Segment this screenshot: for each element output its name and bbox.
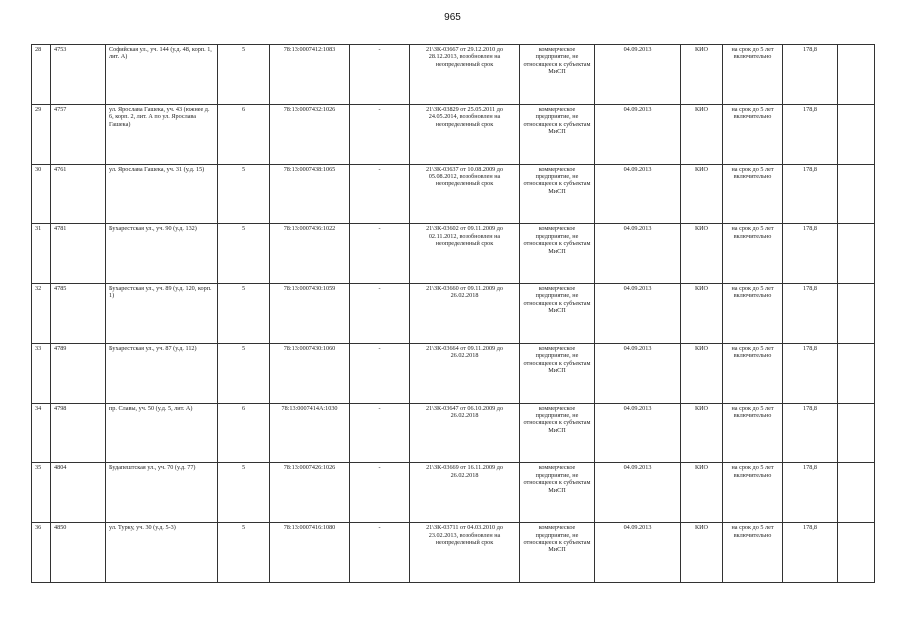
object-count: 5 (218, 164, 270, 224)
term: на срок до 5 лет включительно (723, 224, 783, 284)
tenant-type: коммерческое предприятие, не относящееся к субъектам МиСП (520, 343, 595, 403)
tenant-type: коммерческое предприятие, не относящееся к субъектам МиСП (520, 463, 595, 523)
contract-info: 21\ЗК-03667 от 29.12.2010 до 28.12.2013, возобновлен на неопределенный срок (410, 45, 520, 105)
contract-info: 21\ЗК-03647 от 06.10.2009 до 26.02.2018 (410, 403, 520, 463)
object-id: 4785 (51, 284, 106, 344)
term: на срок до 5 лет включительно (723, 523, 783, 583)
address: ул. Турку, уч. 30 (у.д. 5-3) (106, 523, 218, 583)
blank-cell (838, 523, 875, 583)
rate: 178,8 (783, 343, 838, 403)
object-count: 5 (218, 224, 270, 284)
blank-cell (838, 224, 875, 284)
rate: 178,8 (783, 403, 838, 463)
contract-info: 21\ЗК-03660 от 09.11.2009 до 26.02.2018 (410, 284, 520, 344)
cadastral-number: 78:13:0007430:1059 (270, 284, 350, 344)
registry-table (31, 44, 875, 583)
address: Бухарестская ул., уч. 89 (у.д. 120, корп. 1) (106, 284, 218, 344)
decision-date: 04.09.2013 (595, 224, 681, 284)
term: на срок до 5 лет включительно (723, 403, 783, 463)
object-count: 5 (218, 284, 270, 344)
cadastral-number: 78:13:0007414А:1030 (270, 403, 350, 463)
object-id: 4798 (51, 403, 106, 463)
empty-cell: - (350, 343, 410, 403)
decision-date: 04.09.2013 (595, 45, 681, 105)
row-number: 36 (32, 523, 51, 583)
address: Будапештская ул., уч. 70 (у.д. 77) (106, 463, 218, 523)
contract-info: 21\ЗК-03669 от 16.11.2009 до 26.02.2018 (410, 463, 520, 523)
blank-cell (838, 343, 875, 403)
tenant-type: коммерческое предприятие, не относящееся к субъектам МиСП (520, 224, 595, 284)
row-number: 29 (32, 104, 51, 164)
cadastral-number: 78:13:0007412:1083 (270, 45, 350, 105)
object-id: 4753 (51, 45, 106, 105)
organization: КИО (681, 164, 723, 224)
blank-cell (838, 403, 875, 463)
decision-date: 04.09.2013 (595, 403, 681, 463)
row-number: 28 (32, 45, 51, 105)
blank-cell (838, 164, 875, 224)
address: ул. Ярослава Гашека, уч. 31 (у.д. 15) (106, 164, 218, 224)
address: Бухарестская ул., уч. 90 (у.д. 132) (106, 224, 218, 284)
empty-cell: - (350, 463, 410, 523)
decision-date: 04.09.2013 (595, 104, 681, 164)
row-number: 32 (32, 284, 51, 344)
empty-cell: - (350, 45, 410, 105)
address: ул. Ярослава Гашека, уч. 43 (южнее д. 6, корп. 2, лит. А по ул. Ярослава Гашека) (106, 104, 218, 164)
tenant-type: коммерческое предприятие, не относящееся к субъектам МиСП (520, 284, 595, 344)
empty-cell: - (350, 523, 410, 583)
contract-info: 21\ЗК-03637 от 10.08.2009 до 05.08.2012, возобновлен на неопределенный срок (410, 164, 520, 224)
table-row (32, 463, 875, 523)
term: на срок до 5 лет включительно (723, 104, 783, 164)
contract-info: 21\ЗК-03664 от 09.11.2009 до 26.02.2018 (410, 343, 520, 403)
contract-info: 21\ЗК-03711 от 04.03.2010 до 23.02.2013, возобновлен на неопределенный срок (410, 523, 520, 583)
decision-date: 04.09.2013 (595, 284, 681, 344)
object-count: 5 (218, 45, 270, 105)
decision-date: 04.09.2013 (595, 164, 681, 224)
rate: 178,8 (783, 45, 838, 105)
table-row (32, 164, 875, 224)
table-row (32, 224, 875, 284)
row-number: 30 (32, 164, 51, 224)
rate: 178,8 (783, 104, 838, 164)
rate: 178,8 (783, 523, 838, 583)
address: Софийская ул., уч. 144 (у.д. 48, корп. 1, лит. А) (106, 45, 218, 105)
blank-cell (838, 45, 875, 105)
object-id: 4757 (51, 104, 106, 164)
cadastral-number: 78:13:0007430:1060 (270, 343, 350, 403)
decision-date: 04.09.2013 (595, 523, 681, 583)
tenant-type: коммерческое предприятие, не относящееся к субъектам МиСП (520, 164, 595, 224)
tenant-type: коммерческое предприятие, не относящееся к субъектам МиСП (520, 104, 595, 164)
object-count: 5 (218, 463, 270, 523)
blank-cell (838, 104, 875, 164)
rate: 178,8 (783, 463, 838, 523)
term: на срок до 5 лет включительно (723, 284, 783, 344)
row-number: 34 (32, 403, 51, 463)
table-row (32, 343, 875, 403)
registry-rows (32, 45, 875, 583)
contract-info: 21\ЗК-03829 от 25.05.2011 до 24.05.2014, возобновлен на неопределенный срок (410, 104, 520, 164)
decision-date: 04.09.2013 (595, 343, 681, 403)
organization: КИО (681, 403, 723, 463)
cadastral-number: 78:13:0007432:1026 (270, 104, 350, 164)
object-id: 4804 (51, 463, 106, 523)
object-count: 6 (218, 104, 270, 164)
object-id: 4761 (51, 164, 106, 224)
object-count: 6 (218, 403, 270, 463)
table-row (32, 45, 875, 105)
row-number: 31 (32, 224, 51, 284)
cadastral-number: 78:13:0007426:1026 (270, 463, 350, 523)
organization: КИО (681, 224, 723, 284)
organization: КИО (681, 104, 723, 164)
blank-cell (838, 284, 875, 344)
page-number: 965 (444, 12, 461, 23)
address: Бухарестская ул., уч. 87 (у.д. 112) (106, 343, 218, 403)
cadastral-number: 78:13:0007416:1080 (270, 523, 350, 583)
empty-cell: - (350, 164, 410, 224)
empty-cell: - (350, 403, 410, 463)
rate: 178,8 (783, 224, 838, 284)
object-count: 5 (218, 523, 270, 583)
table-row (32, 284, 875, 344)
organization: КИО (681, 343, 723, 403)
decision-date: 04.09.2013 (595, 463, 681, 523)
term: на срок до 5 лет включительно (723, 343, 783, 403)
table-row (32, 104, 875, 164)
rate: 178,8 (783, 284, 838, 344)
object-id: 4789 (51, 343, 106, 403)
row-number: 33 (32, 343, 51, 403)
empty-cell: - (350, 224, 410, 284)
organization: КИО (681, 45, 723, 105)
empty-cell: - (350, 104, 410, 164)
object-id: 4781 (51, 224, 106, 284)
organization: КИО (681, 463, 723, 523)
tenant-type: коммерческое предприятие, не относящееся к субъектам МиСП (520, 523, 595, 583)
address: пр. Славы, уч. 50 (у.д. 5, лит. А) (106, 403, 218, 463)
cadastral-number: 78:13:0007438:1065 (270, 164, 350, 224)
table-row (32, 523, 875, 583)
tenant-type: коммерческое предприятие, не относящееся к субъектам МиСП (520, 403, 595, 463)
empty-cell: - (350, 284, 410, 344)
rate: 178,8 (783, 164, 838, 224)
row-number: 35 (32, 463, 51, 523)
object-id: 4850 (51, 523, 106, 583)
cadastral-number: 78:13:0007436:1022 (270, 224, 350, 284)
term: на срок до 5 лет включительно (723, 164, 783, 224)
object-count: 5 (218, 343, 270, 403)
organization: КИО (681, 284, 723, 344)
term: на срок до 5 лет включительно (723, 463, 783, 523)
blank-cell (838, 463, 875, 523)
tenant-type: коммерческое предприятие, не относящееся к субъектам МиСП (520, 45, 595, 105)
organization: КИО (681, 523, 723, 583)
contract-info: 21\ЗК-03602 от 09.11.2009 до 02.11.2012, возобновлен на неопределенный срок (410, 224, 520, 284)
table-row (32, 403, 875, 463)
term: на срок до 5 лет включительно (723, 45, 783, 105)
